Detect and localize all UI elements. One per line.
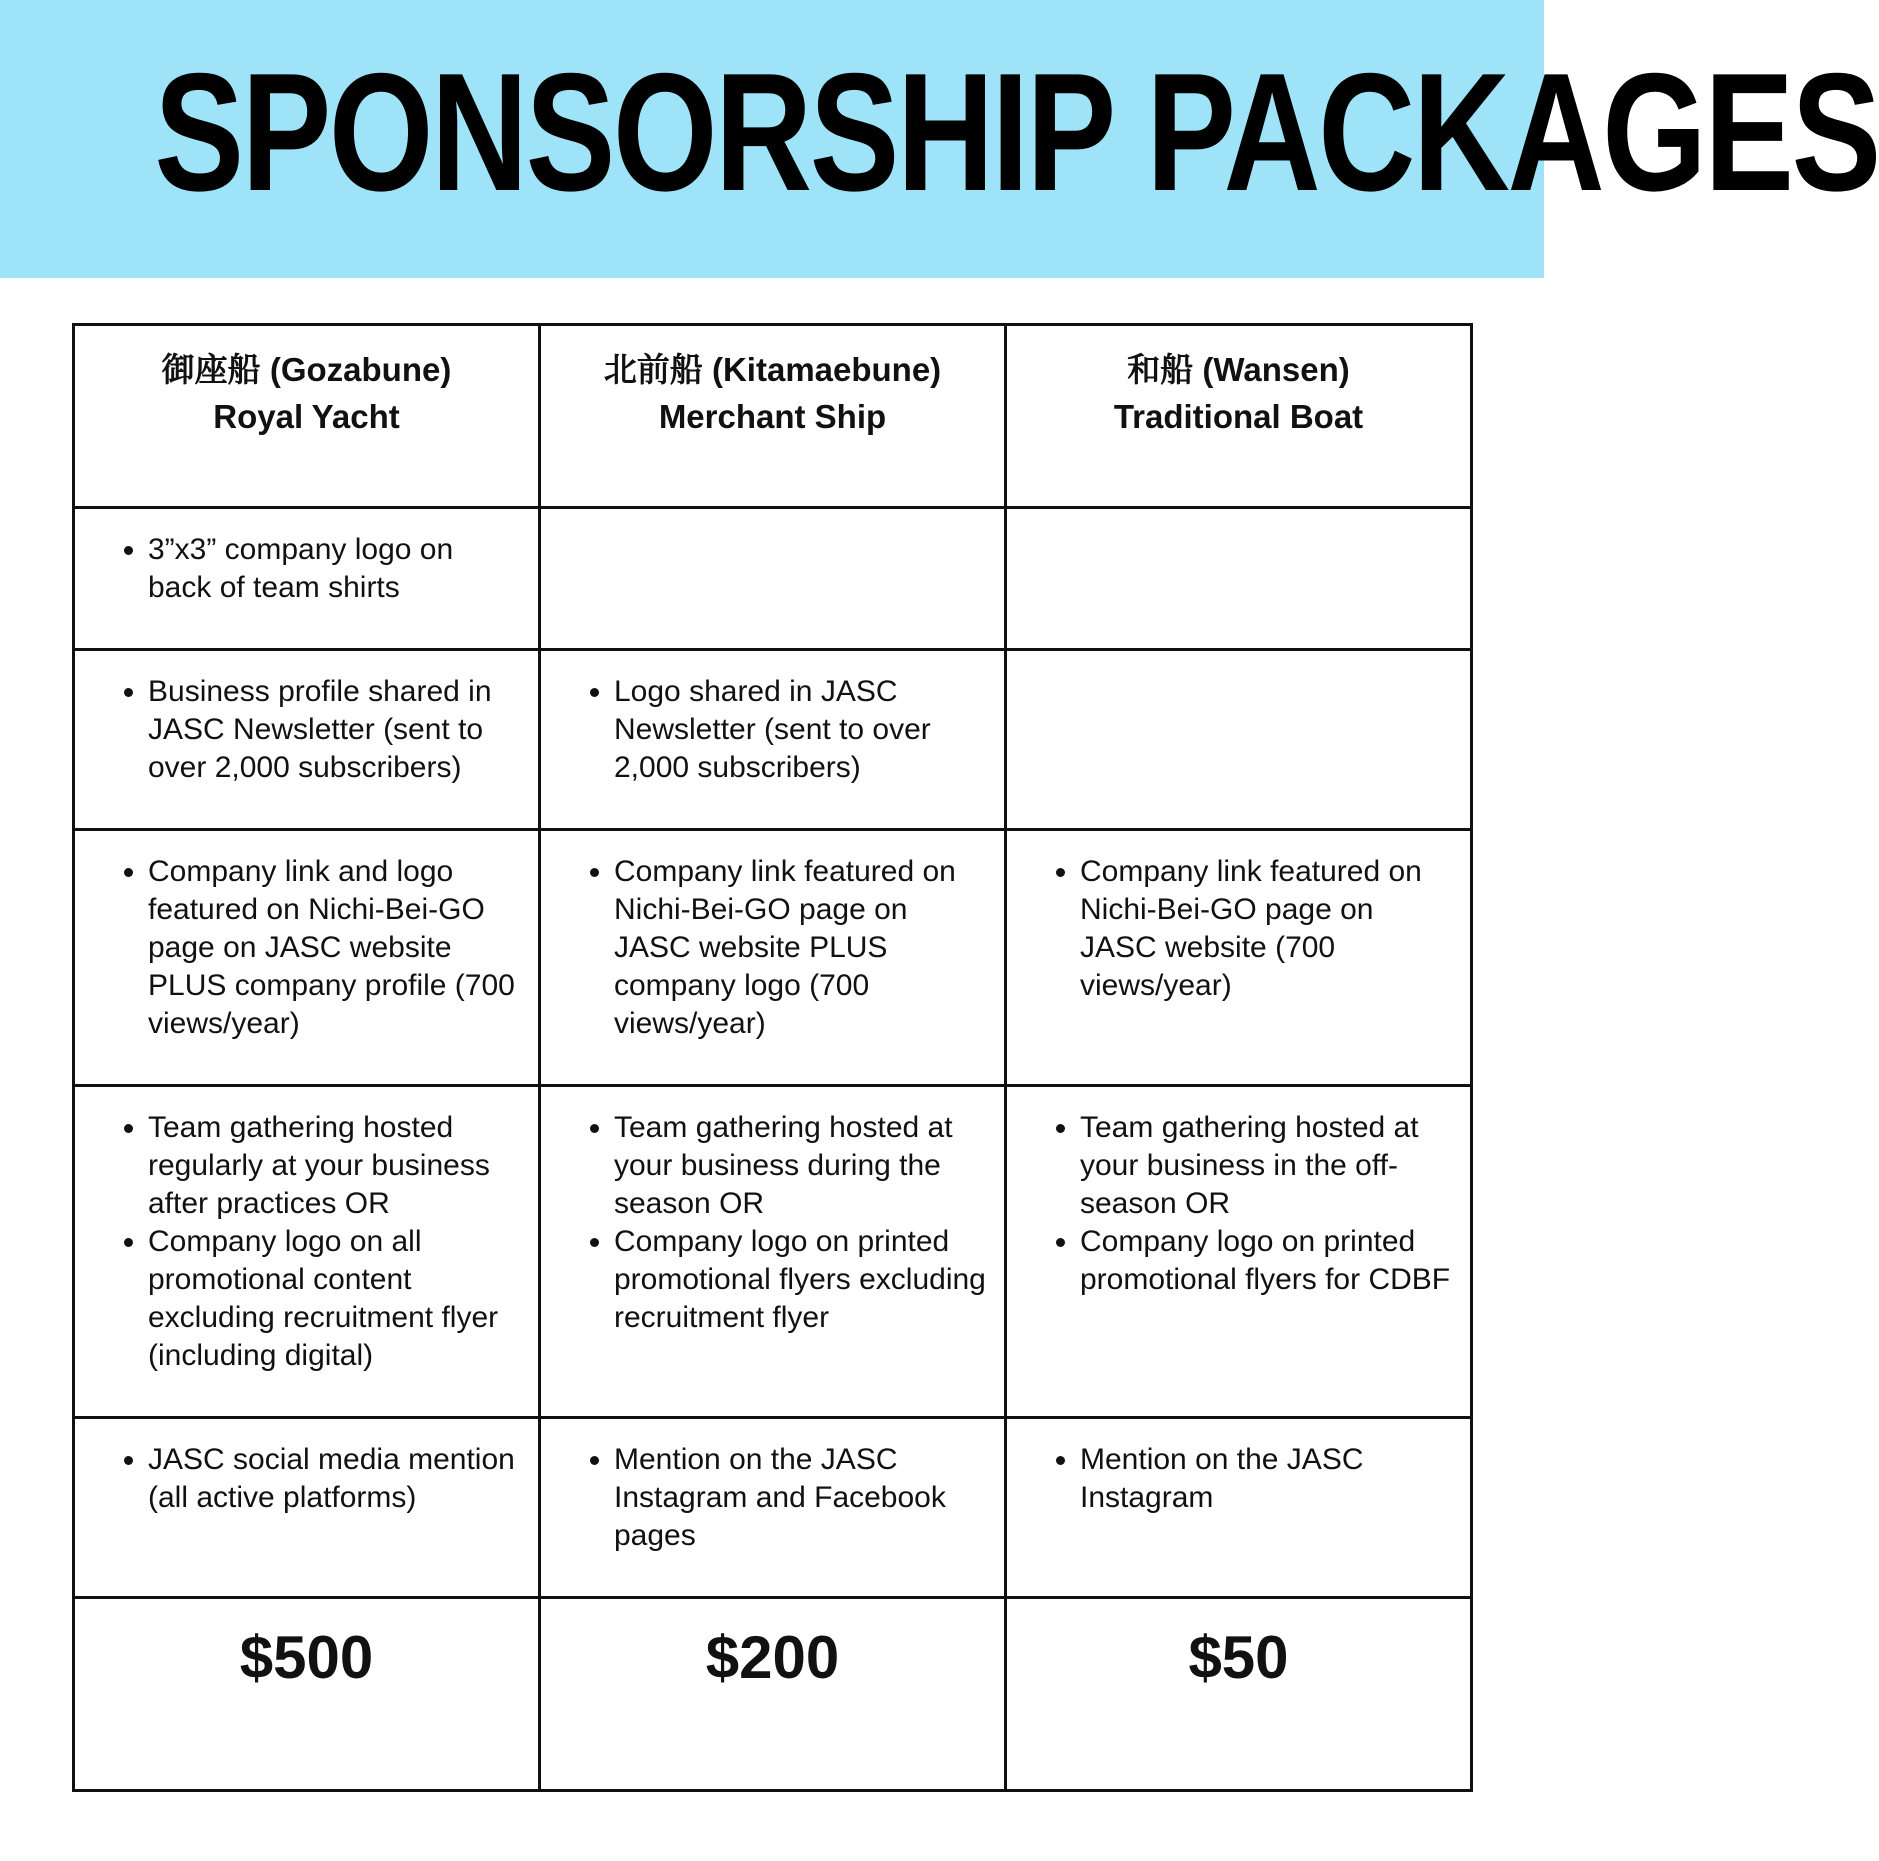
benefit-list [1007,853,1452,1005]
benefit-item: • Company link and logo featured on Nichi-Bei-GO page on JASC website PLUS company profile (700 views/year) [148,853,520,1043]
benefit-item: • Team gathering hosted regularly at your business after practices OR [148,1109,520,1223]
tier-name-en: Merchant Ship [658,398,887,435]
benefit-cell [74,1086,540,1418]
tier-header-gozabune [74,325,540,508]
tier-name-en: Traditional Boat [1113,398,1364,435]
sponsorship-table [72,323,1473,1792]
benefit-item: • Team gathering hosted at your business during the season OR [614,1109,986,1223]
benefit-item: • Mention on the JASC Instagram and Facebook pages [614,1441,986,1555]
benefit-cell [74,830,540,1086]
header-band [0,0,1879,278]
benefit-cell [540,830,1006,1086]
benefit-item: • Business profile shared in JASC Newsletter (sent to over 2,000 subscribers) [148,673,520,787]
benefit-item: • Company logo on printed promotional flyers excluding recruitment flyer [614,1223,986,1337]
price-gozabune: $500 [74,1598,540,1791]
tier-name-jp: 和船 (Wansen) [1127,351,1350,388]
tier-name-jp: 御座船 (Gozabune) [161,351,452,388]
benefit-cell [540,1086,1006,1418]
benefit-list [541,853,986,1043]
benefit-list [75,673,520,787]
benefit-list [75,1109,520,1375]
benefit-cell-empty [540,508,1006,650]
benefit-item: • Company logo on all promotional content excluding recruitment flyer (including digital) [148,1223,520,1375]
page-title: SPONSORSHIP PACKAGES [154,38,1879,226]
benefit-cell [74,650,540,830]
benefit-item: • Logo shared in JASC Newsletter (sent to over 2,000 subscribers) [614,673,986,787]
benefit-item: • Team gathering hosted at your business in the off-season OR [1080,1109,1452,1223]
benefit-cell [1006,1086,1472,1418]
benefit-item: • Company link featured on Nichi-Bei-GO page on JASC website PLUS company logo (700 views/year) [614,853,986,1043]
benefit-row-newsletter [74,650,1472,830]
benefit-list [1007,1441,1452,1517]
benefit-item: • 3”x3” company logo on back of team shirts [148,531,520,607]
benefit-item: • Company link featured on Nichi-Bei-GO page on JASC website (700 views/year) [1080,853,1452,1005]
benefit-row-social [74,1418,1472,1598]
benefit-item: • Company logo on printed promotional flyers for CDBF [1080,1223,1452,1299]
tier-header-kitamaebune [540,325,1006,508]
benefit-list [75,1441,520,1517]
benefit-list [1007,1109,1452,1299]
price-row [74,1598,1472,1791]
benefit-list [541,673,986,787]
tier-name-en: Royal Yacht [213,398,400,435]
benefit-item: • Mention on the JASC Instagram [1080,1441,1452,1517]
benefit-cell-empty [1006,650,1472,830]
benefit-cell [74,508,540,650]
benefit-list [541,1109,986,1337]
benefit-cell [74,1418,540,1598]
price-wansen: $50 [1006,1598,1472,1791]
tier-header-row [74,325,1472,508]
benefit-item: • JASC social media mention (all active platforms) [148,1441,520,1517]
benefit-cell [540,1418,1006,1598]
benefit-list [541,1441,986,1555]
benefit-row-shirt-logo [74,508,1472,650]
benefit-list [75,531,520,607]
tier-header-wansen [1006,325,1472,508]
price-kitamaebune: $200 [540,1598,1006,1791]
benefit-cell [1006,1418,1472,1598]
benefit-cell [540,650,1006,830]
benefit-row-gathering [74,1086,1472,1418]
benefit-row-website [74,830,1472,1086]
tier-name-jp: 北前船 (Kitamaebune) [603,351,942,388]
benefit-cell-empty [1006,508,1472,650]
benefit-cell [1006,830,1472,1086]
benefit-list [75,853,520,1043]
